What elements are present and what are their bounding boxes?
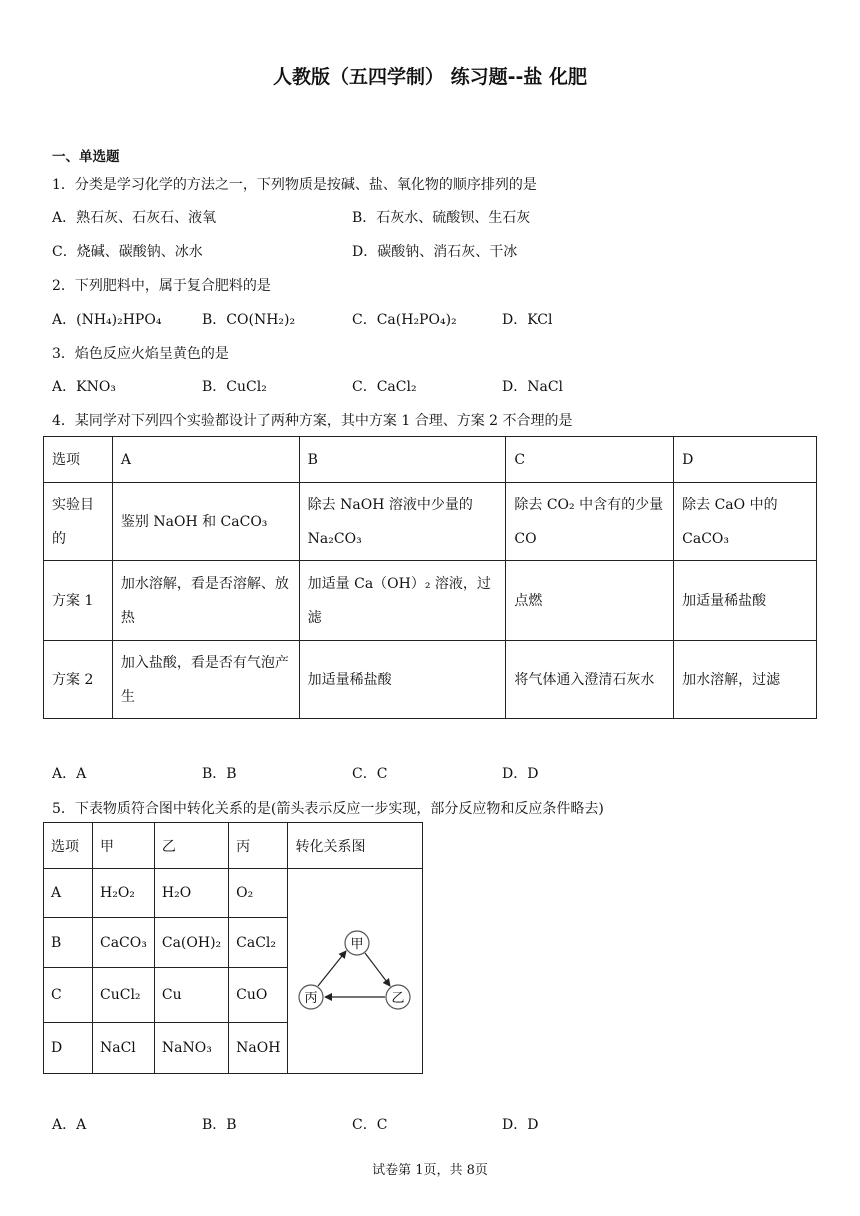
q2-stem: 2．下列肥料中，属于复合肥料的是 bbox=[52, 278, 271, 294]
conversion-diagram-cell bbox=[288, 869, 423, 1074]
q5-option-c[interactable]: C．C bbox=[352, 1117, 388, 1133]
table-header-cell: 甲 bbox=[93, 823, 155, 869]
q4-option-c[interactable]: C．C bbox=[352, 766, 388, 782]
table-cell: D bbox=[44, 1022, 93, 1073]
table-cell: 方案 1 bbox=[44, 561, 113, 641]
table-cell: 方案 2 bbox=[44, 641, 113, 719]
table-cell: 实验目的 bbox=[44, 483, 113, 561]
table-cell: C bbox=[44, 968, 93, 1022]
node-yi bbox=[386, 985, 410, 1009]
table-cell: 除去 CaO 中的 CaCO₃ bbox=[674, 483, 817, 561]
table-cell: 加适量稀盐酸 bbox=[674, 561, 817, 641]
table-row bbox=[44, 437, 817, 483]
q4-stem: 4．某同学对下列四个实验都设计了两种方案，其中方案 1 合理、方案 2 不合理的是 bbox=[52, 413, 573, 429]
q3-stem: 3．焰色反应火焰呈黄色的是 bbox=[52, 346, 229, 362]
table-cell: O₂ bbox=[229, 869, 288, 918]
q2-option-c[interactable]: C．Ca(H₂PO₄)₂ bbox=[352, 312, 457, 328]
q3-option-b[interactable]: B．CuCl₂ bbox=[202, 379, 267, 395]
table-row bbox=[44, 483, 817, 561]
table-cell: CaCO₃ bbox=[93, 918, 155, 968]
q1-stem: 1．分类是学习化学的方法之一，下列物质是按碱、盐、氧化物的顺序排列的是 bbox=[52, 177, 537, 193]
section-heading: 一、单选题 bbox=[52, 149, 120, 165]
q2-option-b[interactable]: B．CO(NH₂)₂ bbox=[202, 312, 296, 328]
table-cell: 加水溶解，过滤 bbox=[674, 641, 817, 719]
table-cell: NaOH bbox=[229, 1022, 288, 1073]
table-cell: B bbox=[44, 918, 93, 968]
table-cell: H₂O bbox=[154, 869, 228, 918]
q5-option-d[interactable]: D．D bbox=[502, 1117, 539, 1133]
node-yi-label: 乙 bbox=[391, 991, 405, 1006]
q3-option-d[interactable]: D．NaCl bbox=[502, 379, 564, 395]
table-row bbox=[44, 823, 423, 869]
q3-option-a[interactable]: A．KNO₃ bbox=[52, 379, 116, 395]
table-cell: CaCl₂ bbox=[229, 918, 288, 968]
table-cell: 除去 CO₂ 中含有的少量 CO bbox=[506, 483, 674, 561]
table-row bbox=[44, 561, 817, 641]
page-title: 人教版（五四学制） 练习题--盐 化肥 bbox=[272, 66, 587, 88]
table-header-cell: 乙 bbox=[154, 823, 228, 869]
q1-option-b[interactable]: B．石灰水、硫酸钡、生石灰 bbox=[352, 210, 531, 226]
table-cell: NaCl bbox=[93, 1022, 155, 1073]
page-footer: 试卷第 1页，共 8页 bbox=[372, 1163, 488, 1178]
table-cell: 加适量 Ca（OH）₂ 溶液，过滤 bbox=[299, 561, 506, 641]
node-jia bbox=[345, 931, 369, 955]
q1-option-d[interactable]: D．碳酸钠、消石灰、干冰 bbox=[352, 244, 518, 260]
table-cell: A bbox=[44, 869, 93, 918]
table-header-cell: B bbox=[299, 437, 506, 483]
table-header-cell: 选项 bbox=[44, 437, 113, 483]
table-header-cell: D bbox=[674, 437, 817, 483]
table-header-cell: 转化关系图 bbox=[288, 823, 423, 869]
table-cell: 将气体通入澄清石灰水 bbox=[506, 641, 674, 719]
table-header-cell: A bbox=[112, 437, 299, 483]
q2-option-a[interactable]: A．(NH₄)₂HPO₄ bbox=[52, 312, 162, 328]
table-header-cell: C bbox=[506, 437, 674, 483]
arrow-bing-to-jia bbox=[318, 951, 346, 986]
table-header-cell: 丙 bbox=[229, 823, 288, 869]
table-cell: 鉴别 NaOH 和 CaCO₃ bbox=[112, 483, 299, 561]
node-bing-label: 丙 bbox=[304, 991, 318, 1006]
table-cell: CuCl₂ bbox=[93, 968, 155, 1022]
q4-option-b[interactable]: B．B bbox=[202, 766, 237, 782]
node-jia-label: 甲 bbox=[350, 937, 364, 952]
q3-option-c[interactable]: C．CaCl₂ bbox=[352, 379, 417, 395]
table-header-cell: 选项 bbox=[44, 823, 93, 869]
table-row bbox=[44, 641, 817, 719]
table-cell: Ca(OH)₂ bbox=[154, 918, 228, 968]
q5-stem: 5．下表物质符合图中转化关系的是(箭头表示反应一步实现，部分反应物和反应条件略去) bbox=[52, 801, 604, 817]
q5-table bbox=[43, 822, 423, 1074]
table-cell: Cu bbox=[154, 968, 228, 1022]
q5-option-a[interactable]: A．A bbox=[52, 1117, 87, 1133]
q4-option-d[interactable]: D．D bbox=[502, 766, 539, 782]
q4-option-a[interactable]: A．A bbox=[52, 766, 87, 782]
q1-option-c[interactable]: C．烧碱、碳酸钠、冰水 bbox=[52, 244, 203, 260]
arrow-jia-to-yi bbox=[365, 953, 390, 986]
table-cell: 点燃 bbox=[506, 561, 674, 641]
node-bing bbox=[299, 985, 323, 1009]
q4-table bbox=[43, 436, 817, 719]
table-row bbox=[44, 869, 423, 918]
table-cell: NaNO₃ bbox=[154, 1022, 228, 1073]
conversion-diagram bbox=[288, 869, 422, 1069]
table-cell: 加水溶解，看是否溶解、放热 bbox=[112, 561, 299, 641]
q1-option-a[interactable]: A．熟石灰、石灰石、液氧 bbox=[52, 210, 217, 226]
table-cell: CuO bbox=[229, 968, 288, 1022]
table-cell: 加入盐酸，看是否有气泡产生 bbox=[112, 641, 299, 719]
q5-option-b[interactable]: B．B bbox=[202, 1117, 237, 1133]
q2-option-d[interactable]: D．KCl bbox=[502, 312, 553, 328]
table-cell: 加适量稀盐酸 bbox=[299, 641, 506, 719]
table-cell: 除去 NaOH 溶液中少量的 Na₂CO₃ bbox=[299, 483, 506, 561]
table-cell: H₂O₂ bbox=[93, 869, 155, 918]
